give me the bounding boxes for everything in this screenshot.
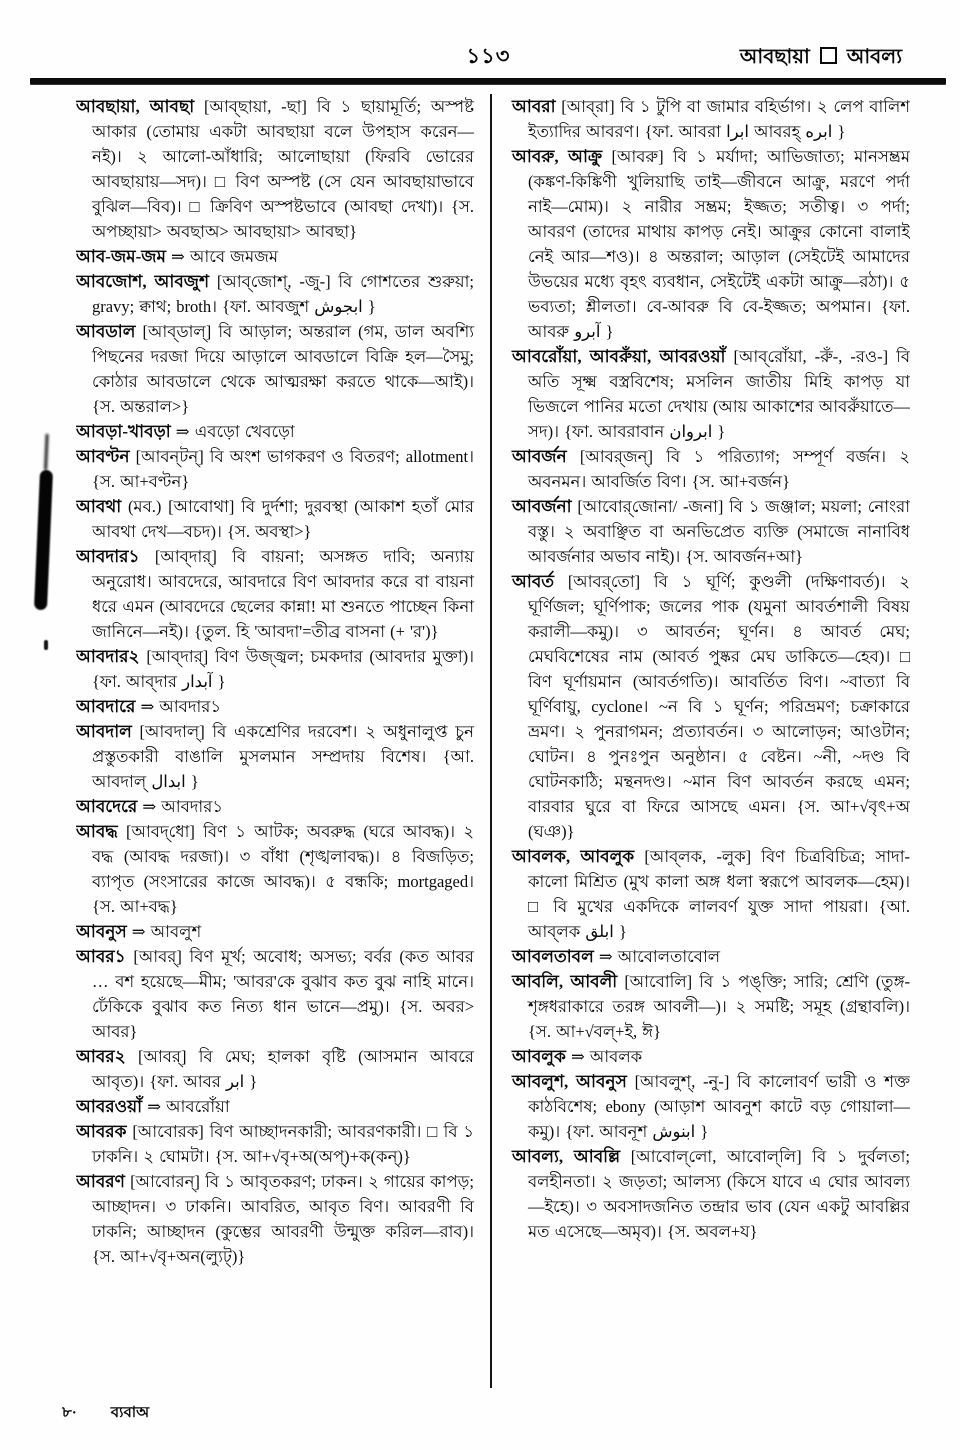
header-rule xyxy=(30,78,946,84)
entry-headword: আবরু, আক্রু xyxy=(512,147,603,166)
entry-body: [আব্‌ডাল্‌] বি আড়াল; অন্তরাল (গম, ডাল অবশ্যি পিছনের দরজা দিয়ে আড়ালে আবডালে বিক্রি হল—সৈমু; কোঠার আবডালে থেকে আত্মরক্ষা করতে থাকে—আই)। {স. অন্তরাল>} xyxy=(92,322,474,416)
entry-body: [আবর্‌] বিণ মূর্খ; অবোধ; অসভ্য; বর্বর (কত আবর … বশ হয়েছে—মীম; 'আবর'কে বুঝাব কত বুঝ নাহি মানে। ঢেঁকিকে বুঝাব কত নিত্য ধান ভানে—প্রমু)। {স. অবর> আবর} xyxy=(92,947,475,1041)
entry-body: [আবদাল্‌] বি একশ্রেণির দরবেশ। ২ অধুনালুপ্ত চুন প্রস্তুতকারী বাঙালি মুসলমান সম্প্রদায় বিশেষ। {আ. আবদাল্‌ ابدال } xyxy=(92,722,475,791)
entry-body: [আবোল্‌লো, আবোল্‌লি] বি ১ দুর্বলতা; বলহীনতা। ২ জড়তা; আলস্য (কিসে যাবে এ ঘোর আবল্য—ইহে)। ৩ অবসাদজনিত তন্দ্রার ভাব (যেন একটু আবল্লির মত এসেছে—অমৃব)। {স. অবল+য} xyxy=(528,1147,910,1241)
entry-body: [আব্‌রা] বি ১ টুপি বা জামার বহির্ভাগ। ২ লেপ বালিশ ইত্যাদির আবরণ। {ফা. আবরা ابرا আবরহ্‌ ابره } xyxy=(528,97,910,141)
entry-body: [আবোর্‌জোনা/ -জনা] বি ১ জঞ্জাল; ময়লা; নোংরা বস্তু। ২ অবাঞ্ছিত বা অনভিপ্রেত ব্যক্তি (সমাজে নানাবিধ আবর্জনার অভাব নাই)। {স. আবর্জন+আ} xyxy=(528,497,910,566)
entry-body: [আবলুশ্‌, -নু-] বি কালোবর্ণ ভারী ও শক্ত কাঠবিশেষ; ebony (আড়াশ আবনুশ কাটে বড় গোয়ালা—কমু)। {ফা. আবনূশ ابنوش } xyxy=(528,1072,910,1141)
entry-body: [আবোলি] বি ১ পঙ্‌ক্তি; সারি; শ্রেণি (তুঙ্গ-শৃঙ্গধরাকারে তরঙ্গ আবলী—)। ২ সমষ্টি; সমূহ (গ্রন্থাবলি)। {স. আ+√বল্‌+ই, ঈ} xyxy=(528,972,910,1041)
entry-body: [আবদ্‌ধো] বিণ ১ আটক; অবরুদ্ধ (ঘরে আবদ্ধ)। ২ বদ্ধ (আবদ্ধ দরজা)। ৩ বাঁধা (শৃঙ্খলাবদ্ধ)। ৪ বিজড়িত; ব্যাপৃত (সংসারের কাজে আবদ্ধ)। ৫ বন্ধকি; mortgaged। {স. আ+বদ্ধ} xyxy=(92,822,474,916)
dictionary-entry xyxy=(76,944,474,1044)
dictionary-entry xyxy=(76,244,474,269)
signature-text: ব্যবাঅ xyxy=(110,1405,150,1421)
dictionary-entry xyxy=(76,419,474,444)
left-column xyxy=(76,94,490,1388)
entry-headword: আবরা xyxy=(512,97,556,116)
entry-headword: আবলি, আবলী xyxy=(512,972,618,991)
entry-body: [আবোরক] বিণ আচ্ছাদনকারী; আবরণকারী। □ বি ১ ঢাকনি। ২ ঘোমটা। {স. আ+√বৃ+অ(অপ্‌)+ক(কন্‌)} xyxy=(92,1122,474,1166)
dictionary-entry xyxy=(512,344,910,444)
dictionary-entry xyxy=(76,1044,474,1094)
entry-headword: আবছায়া, আবছা xyxy=(76,97,195,116)
entry-body: ⇒ আবে জমজম xyxy=(171,247,279,266)
right-column xyxy=(492,94,910,1388)
entry-headword: আবদার২ xyxy=(76,647,140,666)
entry-body: [আবরু] বি ১ মর্যাদা; আভিজাত্য; মানসম্ভ্রম (কঙ্কণ-কিঙ্কিণী খুলিয়াছি তাই—জীবনে আক্রু, মরণে পর্দা নাই—মোম)। ২ নারীর সম্ভ্রম; ইজ্জত; সতীত্ব। ৩ পর্দা; আবরণ (তাদের মাথায় কাপড় নেই। আক্রুর কোনো বালাই নেই আর—শও)। ৪ অন্তরাল; আড়াল (সেইটেই আমাদের উভয়ের মধ্যে বৃহৎ ব্যবধান, সেইটেই একটা আক্রু—রঠা)। ৫ ভব্যতা; শ্লীলতা। বে-আবরু বি বে-ইজ্জত; অপমান। {ফা. আবরু آبرو } xyxy=(528,147,910,341)
entry-headword: আবদ্ধ xyxy=(76,822,118,841)
entry-body: ⇒ আবদার১ xyxy=(142,797,223,816)
dictionary-columns xyxy=(76,94,910,1388)
dictionary-entry xyxy=(76,794,474,819)
dictionary-entry xyxy=(76,1119,474,1169)
scan-speck-artifact xyxy=(44,640,48,650)
entry-body: [আব্‌রোঁয়া, -রুঁ-, -রও-] বি অতি সূক্ষ্ম বস্ত্রবিশেষ; মসলিন জাতীয় মিহি কাপড় যা ভিজলে পানির মতো দেখায় (আয় আকাশের আবরুঁয়াতে—সদ)। {ফা. আবরাবান ابروان } xyxy=(528,347,910,441)
dictionary-entry xyxy=(512,969,910,1044)
entry-body: ⇒ আবোলতাবোল xyxy=(598,947,721,966)
entry-headword: আবনুস xyxy=(76,922,127,941)
guide-words xyxy=(740,42,902,75)
entry-headword: আবদাল xyxy=(76,722,132,741)
entry-headword: আবজোশ, আবজুশ xyxy=(76,272,210,291)
entry-headword: আবড়া-খাবড়া xyxy=(76,422,171,441)
dictionary-entry xyxy=(76,494,474,544)
entry-body: [আবর্‌তো] বি ১ ঘূর্ণি; কুণ্ডলী (দক্ষিণাবর্ত)। ২ ঘূর্ণিজল; ঘূর্ণিপাক; জলের পাক (যমুনা আবর্তশালী বিষয় করালী—কমু)। ৩ আবর্তন; ঘূর্ণন। ৪ আবর্ত মেঘ; মেঘবিশেষের নাম (আবর্ত পুষ্কর মেঘ ডাকিতে—হেব)। □ বিণ ঘূর্ণায়মান (আবর্তগতি)। আবর্তিত বিণ। ~বাত্যা বি ঘূর্ণিবায়ু, cyclone। ~ন বি ১ ঘূর্ণন; পরিভ্রমণ; চক্রাকারে ভ্রমণ। ২ পুনরাগমন; প্রত্যাবর্তন। ৩ আলোড়ন; আওটান; ঘোটন। ৪ পুনঃপুন অনুষ্ঠান। ৫ বেষ্টন। ~নী, ~দণ্ড বি ঘোটনকাঠি; মন্থনদণ্ড। ~মান বিণ আবর্তন করছে এমন; বারবার ঘুরে বা ফিরে আসছে এমন। {স. আ+√বৃৎ+অ (ঘঞ)} xyxy=(528,572,910,841)
guide-word-right: আবল্য xyxy=(846,46,902,68)
page-number: ১১৩ xyxy=(466,44,511,68)
entry-headword: আবথা xyxy=(76,497,122,516)
dictionary-entry xyxy=(512,944,910,969)
entry-body: ⇒ আবলুশ xyxy=(131,922,202,941)
dictionary-entry xyxy=(512,1144,910,1244)
entry-headword: আবদার১ xyxy=(76,547,140,566)
separator-box-icon xyxy=(820,47,837,64)
entry-body: (মব.) [আবোথা] বি দুর্দশা; দুরবস্থা (আকাশ হতাঁ মোর আবথা দেখ—বচদ)। {স. অবস্থা>} xyxy=(92,497,474,541)
entry-body: [আব্‌দার্‌] বিণ উজ্জ্বল; চমকদার (আবদার মুক্তা)। {ফা. আব্‌দার آبدار } xyxy=(92,647,474,691)
entry-headword: আবরোঁয়া, আবরুঁয়া, আবরওয়াঁ xyxy=(512,347,726,366)
dictionary-entry xyxy=(76,1094,474,1119)
entry-headword: আব-জম-জম xyxy=(76,247,166,266)
entry-body: ⇒ এবড়ো খেবড়ো xyxy=(175,422,295,441)
dictionary-entry xyxy=(76,544,474,644)
entry-headword: আবদারে xyxy=(76,697,136,716)
dictionary-entry xyxy=(76,819,474,919)
signature-mark: ৮· xyxy=(62,1405,77,1421)
dictionary-entry xyxy=(512,1044,910,1069)
scan-smudge-artifact xyxy=(34,470,53,610)
entry-body: ⇒ আবলক xyxy=(570,1047,643,1066)
page-header xyxy=(35,40,942,74)
entry-body: [আব্‌জোশ্‌, -জু-] বি গোশতের শুরুয়া; gravy; ক্বাথ; broth। {ফা. আবজুশ ابجوش } xyxy=(92,272,474,316)
dictionary-entry xyxy=(76,644,474,694)
entry-headword: আবণ্টন xyxy=(76,447,130,466)
dictionary-entry xyxy=(512,569,910,844)
entry-body: ⇒ আবরোঁয়া xyxy=(147,1097,230,1116)
entry-headword: আবর্জনা xyxy=(512,497,572,516)
dictionary-entry xyxy=(76,719,474,794)
entry-headword: আবলুশ, আবনুস xyxy=(512,1072,627,1091)
entry-body: [আবোরন্‌] বি ১ আবৃতকরণ; ঢাকন। ২ গায়ের কাপড়; আচ্ছাদন। ৩ ঢাকনি। আবরিত, আবৃত বিণ। আবরণী বি ঢাকনি; আচ্ছাদন (কুম্ভের আবরণী উন্মুক্ত করিল—রাব)। {স. আ+√বৃ+অন(ল্যুট্‌)} xyxy=(92,1172,475,1266)
dictionary-entry xyxy=(76,694,474,719)
dictionary-entry xyxy=(512,144,910,344)
entry-headword: আবর২ xyxy=(76,1047,126,1066)
dictionary-entry xyxy=(512,1069,910,1144)
entry-body: [আবর্‌জন্‌] বি ১ পরিত্যাগ; সম্পূর্ণ বর্জন। ২ অবনমন। আবর্জিত বিণ। {স. আ+বর্জন} xyxy=(528,447,910,491)
entry-headword: আবর্জন xyxy=(512,447,567,466)
dictionary-entry xyxy=(512,494,910,569)
entry-headword: আবলুক xyxy=(512,1047,566,1066)
entry-body: [আব্‌ছায়া, -ছা] বি ১ ছায়ামূর্তি; অস্পষ্ট আকার (তোমায় একটা আবছায়া বলে উপহাস করেন—নই)। ২ আলো-আঁধারি; আলোছায়া (ফিরবি ভোরের আবছায়ায়—সদ)। □ বিণ অস্পষ্ট (সে যেন আবছায়াভাবে বুঝিল—বিব)। □ ক্রিবিণ অস্পষ্টভাবে (আবছা দেখা)। {স. অপচ্ছায়া> অবছাঅ> আবছায়া> আবছা} xyxy=(92,97,475,241)
entry-headword: আবদেরে xyxy=(76,797,138,816)
entry-body: [আবর্‌] বি মেঘ; হালকা বৃষ্টি (আসমান আবরে আবৃত)। {ফা. আবর ابر } xyxy=(92,1047,474,1091)
entry-body: [আবন্‌টন্‌] বি অংশ ভাগকরণ ও বিতরণ; allotment। {স. আ+বণ্টন} xyxy=(92,447,474,491)
entry-headword: আবলতাবল xyxy=(512,947,594,966)
dictionary-entry xyxy=(76,1169,474,1269)
entry-body: [আব্‌লক, -লুক] বিণ চিত্রবিচিত্র; সাদা-কালো মিশ্রিত (মুখ কালা অঙ্গ ধলা স্বরূপে আবলক—হেম)। □ বি মুখের একদিকে লালবর্ণ যুক্ত সাদা পায়রা। {আ. আব্‌লক ابلق } xyxy=(528,847,910,941)
dictionary-entry xyxy=(76,269,474,319)
signature-line xyxy=(62,1401,149,1426)
entry-headword: আবরওয়াঁ xyxy=(76,1097,143,1116)
entry-headword: আবলক, আবলুক xyxy=(512,847,635,866)
dictionary-entry xyxy=(76,94,474,244)
dictionary-entry xyxy=(76,319,474,419)
dictionary-entry xyxy=(512,94,910,144)
entry-headword: আবর১ xyxy=(76,947,126,966)
entry-headword: আবডাল xyxy=(76,322,136,341)
entry-body: ⇒ আবদার১ xyxy=(140,697,222,716)
entry-body: [আব্‌দার্‌] বি বায়না; অসঙ্গত দাবি; অন্যায় অনুরোধ। আবদেরে, আবদারে বিণ আবদার করে বা বায়না ধরে এমন (আবদেরে ছেলের কান্না! মা শুনতে পাচ্ছেন কিনা জানিনে—নই)। {তুল. হি 'আবদা'=তীব্র বাসনা (+ 'র')} xyxy=(92,547,475,641)
entry-headword: আবরণ xyxy=(76,1172,125,1191)
dictionary-entry xyxy=(76,444,474,494)
entry-headword: আবর্ত xyxy=(512,572,555,591)
entry-headword: আবল্য, আবল্লি xyxy=(512,1147,621,1166)
dictionary-entry xyxy=(76,919,474,944)
dictionary-entry xyxy=(512,844,910,944)
dictionary-entry xyxy=(512,444,910,494)
guide-word-left: আবছায়া xyxy=(739,46,810,68)
entry-headword: আবরক xyxy=(76,1122,127,1141)
